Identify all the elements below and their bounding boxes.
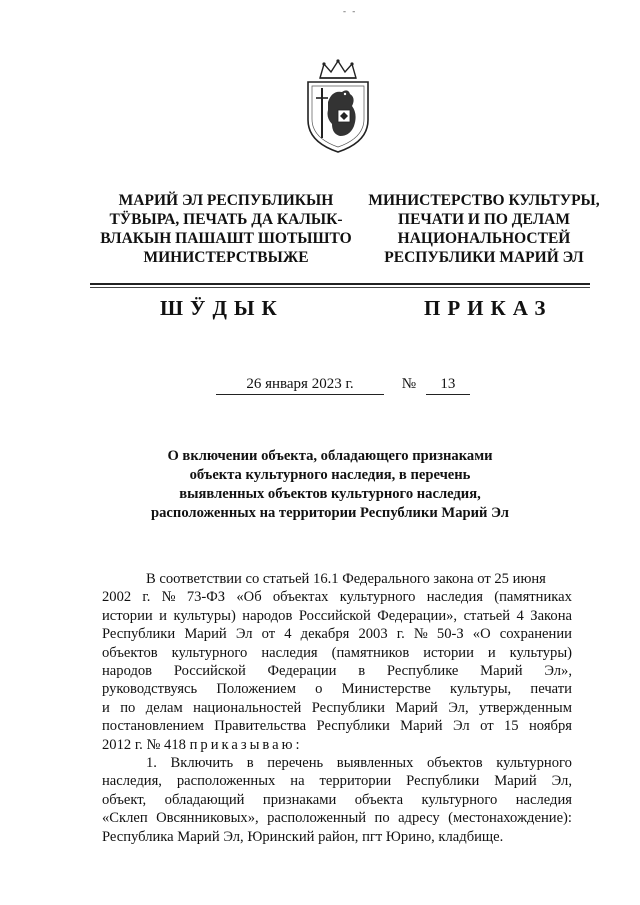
- header-left-line: МИНИСТЕРСТВЫЖЕ: [143, 249, 309, 266]
- body-word: «О: [472, 626, 491, 643]
- body-line: [102, 809, 572, 827]
- body-word: Положением: [216, 681, 296, 698]
- body-word: делам: [145, 699, 183, 716]
- body-word: национальностей: [193, 699, 302, 716]
- body-word: и: [487, 644, 496, 661]
- body-word: культуры): [173, 607, 236, 624]
- body-word: Эл»,: [544, 663, 572, 680]
- body-word: (памятниках: [494, 589, 572, 606]
- body-word: г.: [396, 626, 405, 643]
- title-line: объекта культурного наследия, в перечень: [189, 467, 471, 483]
- body-line: [102, 625, 572, 643]
- order-body: [102, 570, 572, 846]
- body-word: народов: [242, 607, 293, 624]
- header-left-line: ВЛАКЫН ПАШАШТ ШОТЫШТО: [100, 230, 352, 247]
- body-word: и: [159, 607, 167, 624]
- body-word: расположенных: [176, 773, 276, 790]
- body-word: объекта: [354, 791, 404, 808]
- body-word: 4: [284, 626, 292, 643]
- body-word: 1.: [146, 755, 157, 772]
- body-word: «Об: [236, 589, 262, 606]
- body-word: Марий: [184, 626, 227, 643]
- body-word: истории: [102, 607, 153, 624]
- title-line: расположенных на территории Республики Марий Эл: [151, 505, 509, 521]
- body-word: Марий: [395, 699, 438, 716]
- body-word: Овсянниковых»,: [156, 810, 259, 827]
- body-word: от: [261, 626, 276, 643]
- body-word: обладающий: [164, 791, 245, 808]
- body-word: объектов: [102, 644, 158, 661]
- doc-type-russian: ПРИКАЗ: [424, 296, 553, 320]
- body-word: Российской: [173, 663, 246, 680]
- body-word: народов: [102, 663, 153, 680]
- body-word: №: [161, 589, 176, 606]
- body-line: [102, 607, 572, 625]
- body-word: г.: [142, 589, 151, 606]
- body-word: Министерстве: [341, 681, 431, 698]
- scan-mark: - -: [343, 6, 358, 16]
- body-word: и: [102, 699, 110, 716]
- body-line: [102, 699, 572, 717]
- title-line: выявленных объектов культурного наследия,: [179, 486, 481, 502]
- header-divider-thin: [90, 287, 590, 288]
- body-word: 15: [503, 718, 519, 735]
- body-word: Федерации»,: [377, 607, 458, 624]
- body-word: Марий: [480, 663, 523, 680]
- body-word: культуры,: [450, 681, 512, 698]
- header-right-block: [364, 191, 604, 267]
- body-word: культурного: [496, 755, 572, 772]
- coat-of-arms-emblem: [298, 58, 378, 154]
- body-word: наследия: [515, 791, 572, 808]
- body-line: [102, 662, 572, 680]
- body-word: 4: [516, 607, 524, 624]
- body-word: Марий: [400, 718, 443, 735]
- title-line: О включении объекта, обладающего признаками: [167, 448, 493, 464]
- header-right-line: МИНИСТЕРСТВО КУЛЬТУРЫ,: [368, 192, 600, 209]
- body-line: Республика Марий Эл, Юринский район, пгт Юрино, кладбище.: [102, 828, 504, 845]
- header-left-line: МАРИЙ ЭЛ РЕСПУБЛИКЫН: [118, 192, 334, 209]
- body-word: культуры): [509, 644, 572, 661]
- body-word: по: [374, 810, 390, 827]
- order-title: [100, 447, 560, 523]
- body-word: Республике: [386, 663, 459, 680]
- body-line: [102, 772, 572, 790]
- body-word: культурного: [339, 589, 416, 606]
- body-word: культурного: [171, 644, 248, 661]
- body-word: Правительства: [214, 718, 307, 735]
- body-line: В соответствии со статьей 16.1 Федерального закона от 25 июня: [146, 571, 546, 587]
- body-word: Эл: [452, 718, 470, 735]
- header-right-line: ПЕЧАТИ И ПО ДЕЛАМ: [398, 211, 570, 228]
- number-sign: №: [401, 376, 417, 392]
- body-line: [102, 588, 572, 606]
- body-word: №: [413, 626, 428, 643]
- order-number: 13: [426, 376, 470, 395]
- body-line: [102, 791, 572, 809]
- order-word: приказываю:: [189, 736, 303, 753]
- body-word: Марий: [494, 773, 537, 790]
- body-word: Республики: [406, 773, 480, 790]
- body-word: Республики: [311, 699, 385, 716]
- body-word: Республики: [102, 626, 176, 643]
- body-word: наследия: [426, 589, 483, 606]
- body-word: перечень: [267, 755, 324, 772]
- order-date: 26 января 2023 г.: [216, 376, 384, 395]
- body-word: от: [480, 718, 494, 735]
- header-divider-thick: [90, 283, 590, 285]
- body-line-order: [102, 736, 572, 754]
- body-word: объектах: [272, 589, 329, 606]
- body-word: (местонахождение):: [448, 810, 572, 827]
- body-word: наследия,: [102, 773, 162, 790]
- body-word: печати: [530, 681, 572, 698]
- body-word: о: [315, 681, 323, 698]
- body-word: расположенный: [267, 810, 367, 827]
- body-word: Республики: [316, 718, 390, 735]
- body-word: 2002: [102, 589, 132, 606]
- body-word: истории: [423, 644, 474, 661]
- body-line: 2012 г. № 418: [102, 736, 186, 753]
- body-line: [102, 644, 572, 662]
- body-word: выявленных: [336, 755, 414, 772]
- body-word: территории: [319, 773, 392, 790]
- body-word: на: [290, 773, 305, 790]
- body-word: объект,: [102, 791, 147, 808]
- body-word: Федерации: [267, 663, 337, 680]
- body-word: Российской: [298, 607, 371, 624]
- body-word: (памятников: [331, 644, 410, 661]
- body-word: в: [246, 755, 254, 772]
- body-word: Эл,: [448, 699, 469, 716]
- body-word: утвержденным: [479, 699, 572, 716]
- body-word: по: [120, 699, 136, 716]
- header-right-line: РЕСПУБЛИКИ МАРИЙ ЭЛ: [384, 249, 584, 266]
- body-word: Эл,: [551, 773, 572, 790]
- body-line: [102, 754, 572, 772]
- body-word: «Склеп: [102, 810, 148, 827]
- body-word: 50-З: [436, 626, 464, 643]
- body-word: Закона: [530, 607, 572, 624]
- body-word: 73-ФЗ: [186, 589, 226, 606]
- body-word: ноября: [528, 718, 572, 735]
- body-word: признаками: [262, 791, 337, 808]
- header-right-line: НАЦИОНАЛЬНОСТЕЙ: [397, 230, 571, 247]
- body-word: культурного: [421, 791, 498, 808]
- body-word: наследия: [261, 644, 318, 661]
- body-word: Включить: [170, 755, 234, 772]
- body-line: [102, 717, 572, 735]
- body-word: статьей: [463, 607, 511, 624]
- body-word: в: [358, 663, 366, 680]
- header-left-block: [96, 191, 356, 267]
- body-line: [102, 680, 572, 698]
- date-number-line: [216, 376, 470, 395]
- body-word: 2003: [358, 626, 388, 643]
- body-word: постановлением: [102, 718, 204, 735]
- body-word: объектов: [426, 755, 483, 772]
- header-left-line: ТӰВЫРА, ПЕЧАТЬ ДА КАЛЫК-: [109, 211, 343, 228]
- body-word: Эл: [235, 626, 253, 643]
- doc-type-mari: ШӰДЫК: [160, 296, 284, 320]
- body-word: сохранении: [499, 626, 572, 643]
- body-word: адресу: [398, 810, 440, 827]
- body-word: руководствуясь: [102, 681, 198, 698]
- body-word: декабря: [300, 626, 350, 643]
